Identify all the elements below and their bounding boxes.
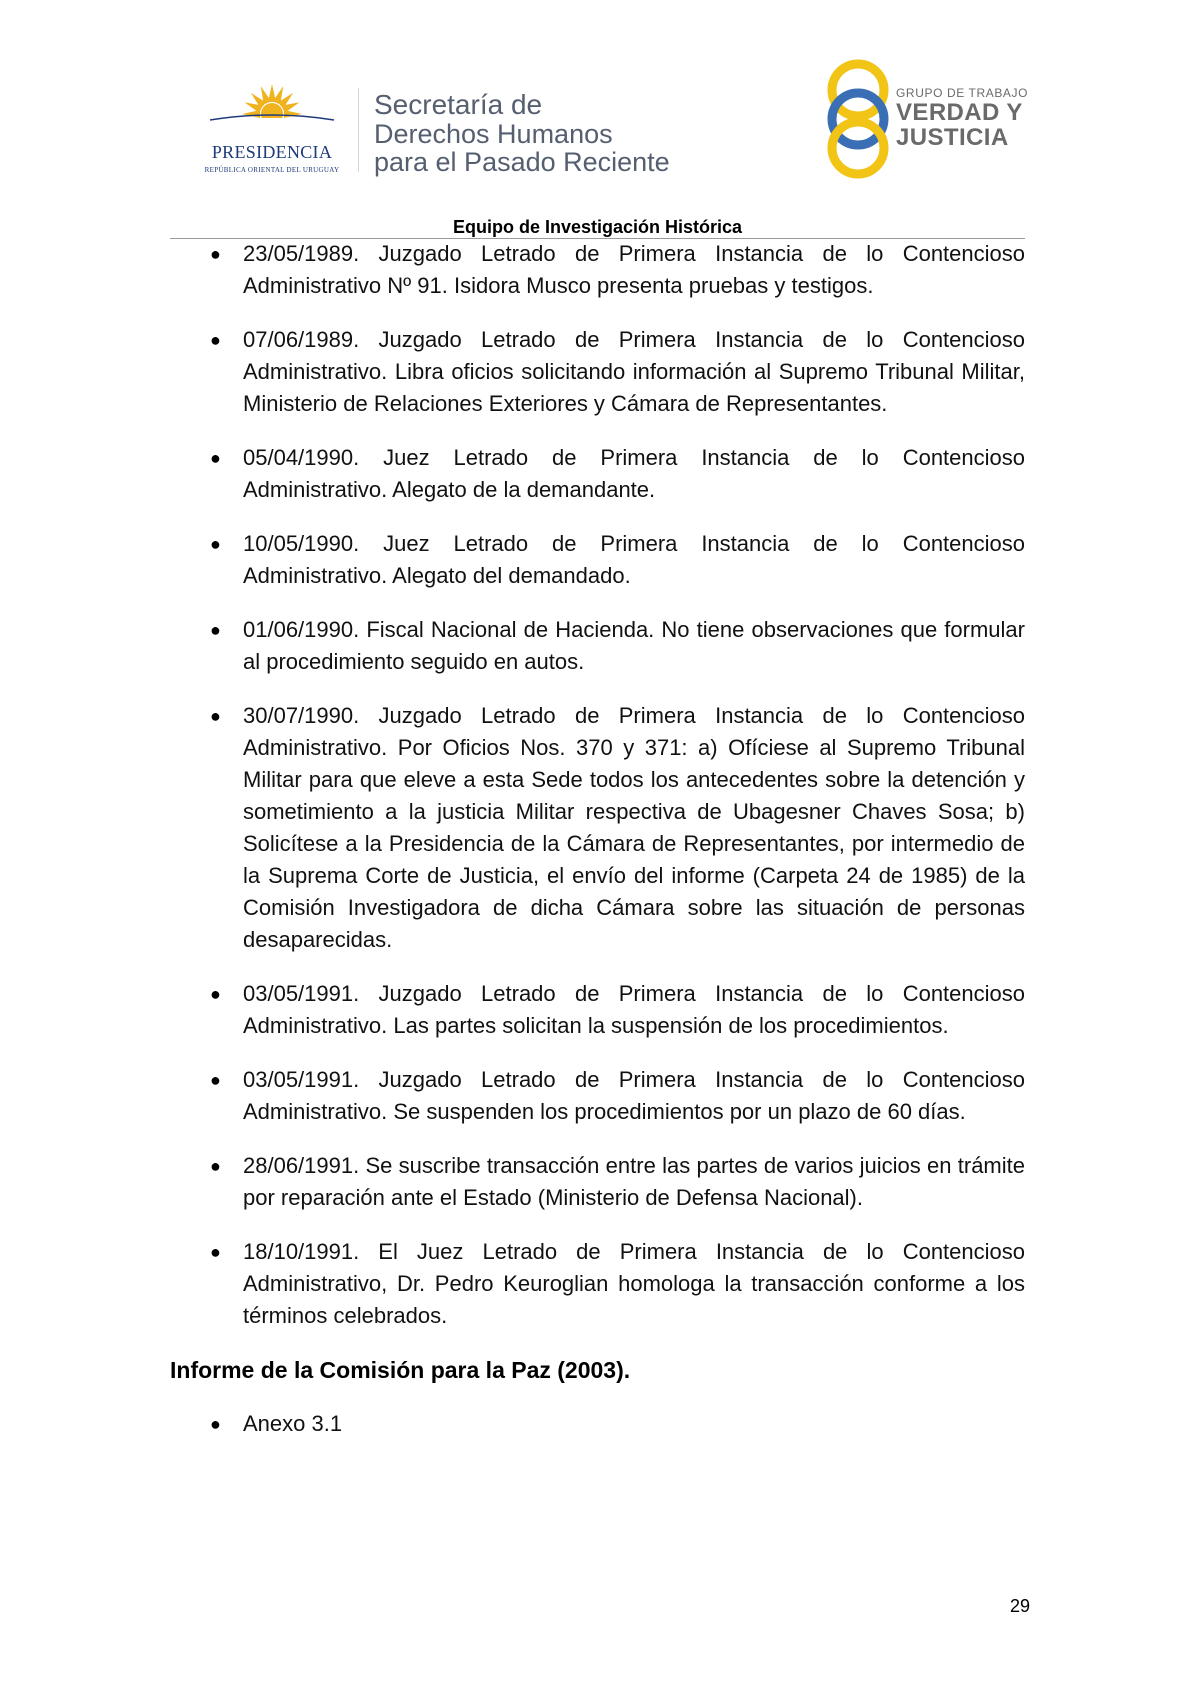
annex-item: Anexo 3.1: [243, 1411, 343, 1436]
list-item: [170, 324, 1025, 420]
bullet-icon: ●: [210, 534, 221, 554]
list-item: [170, 978, 1025, 1042]
timeline-list: [170, 238, 1025, 1332]
bullet-icon: ●: [210, 330, 221, 350]
entry-text: 05/04/1990. Juez Letrado de Primera Instancia de lo Contencioso Administrativo. Alegato de la demandante.: [243, 445, 1025, 502]
page-number: 29: [1009, 1596, 1030, 1616]
list-item: [170, 1064, 1025, 1128]
entry-text: 18/10/1991. El Juez Letrado de Primera Instancia de lo Contencioso Administrativo, Dr. Pedro Keuroglian homologa la transacción conforme a los términos celebrados.: [243, 1239, 1025, 1328]
entry-text: 23/05/1989. Juzgado Letrado de Primera Instancia de lo Contencioso Administrativo Nº 91. Isidora Musco presenta pruebas y testigos.: [243, 241, 1025, 298]
list-item: [170, 528, 1025, 592]
bullet-icon: ●: [210, 984, 221, 1004]
secretaria-line-3: para el Pasado Reciente: [374, 147, 670, 177]
page-header: [0, 0, 1190, 240]
presidencia-name: PRESIDENCIA: [211, 142, 333, 162]
entry-text: 07/06/1989. Juzgado Letrado de Primera Instancia de lo Contencioso Administrativo. Libra oficios solicitando información al Supremo Tribunal Militar, Ministerio de Relaciones Exteriores y Cámara de Representantes.: [243, 327, 1025, 416]
entry-text: 03/05/1991. Juzgado Letrado de Primera Instancia de lo Contencioso Administrativo. Las partes solicitan la suspensión de los procedimientos.: [243, 981, 1025, 1038]
justicia-label: JUSTICIA: [896, 124, 1009, 151]
page-content: [170, 238, 1025, 1462]
entry-text: 28/06/1991. Se suscribe transacción entre las partes de varios juicios en trámite por reparación ante el Estado (Ministerio de Defensa Nacional).: [243, 1153, 1025, 1210]
grupo-trabajo-label: GRUPO DE TRABAJO: [896, 86, 1029, 100]
presidencia-subtitle: REPÚBLICA ORIENTAL DEL URUGUAY: [204, 166, 340, 174]
verdad-label: VERDAD Y: [896, 99, 1023, 126]
presidencia-logo: [196, 80, 348, 180]
bullet-icon: ●: [210, 1070, 221, 1090]
secretaria-line-1: Secretaría de: [374, 89, 543, 120]
list-item: [170, 442, 1025, 506]
grupo-trabajo-wordmark: [896, 86, 1028, 150]
secretaria-wordmark: [374, 90, 670, 176]
bullet-icon: ●: [210, 1156, 221, 1176]
bullet-icon: ●: [210, 706, 221, 726]
team-title: Equipo de Investigación Histórica: [452, 217, 743, 237]
entry-text: 10/05/1990. Juez Letrado de Primera Instancia de lo Contencioso Administrativo. Alegato del demandado.: [243, 531, 1025, 588]
list-item: [170, 238, 1025, 302]
bullet-icon: ●: [210, 448, 221, 468]
secretaria-line-2: Derechos Humanos: [374, 119, 613, 149]
header-divider: [358, 88, 359, 172]
list-item: [170, 1236, 1025, 1332]
section-heading: Informe de la Comisión para la Paz (2003).: [170, 1357, 631, 1383]
list-item: [170, 1150, 1025, 1214]
bullet-icon: ●: [210, 244, 221, 264]
annex-list: [170, 1408, 1025, 1440]
bullet-icon: ●: [210, 620, 221, 640]
list-item: [170, 1408, 1025, 1440]
bullet-icon: ●: [210, 1414, 221, 1434]
sun-emblem-icon: [196, 80, 348, 144]
list-item: [170, 614, 1025, 678]
bullet-icon: ●: [210, 1242, 221, 1262]
list-item: [170, 700, 1025, 956]
entry-text: 01/06/1990. Fiscal Nacional de Hacienda. No tiene observaciones que formular al procedimiento seguido en autos.: [243, 617, 1025, 674]
entry-text: 30/07/1990. Juzgado Letrado de Primera Instancia de lo Contencioso Administrativo. Por Oficios Nos. 370 y 371: a) Ofíciese al Supremo Tribunal Militar para que eleve a esta Sede todos los antecedentes sobre la detención y sometimiento a la justicia Militar respectiva de Ubagesner Chaves Sosa; b) Solicítese a la Presidencia de la Cámara de Representantes, por intermedio de la Suprema Corte de Justicia, el envío del informe (Carpeta 24 de 1985) de la Comisión Investigadora de dicha Cámara sobre las situación de personas desaparecidas.: [243, 703, 1025, 952]
entry-text: 03/05/1991. Juzgado Letrado de Primera Instancia de lo Contencioso Administrativo. Se suspenden los procedimientos por un plazo de 60 días.: [243, 1067, 1025, 1124]
